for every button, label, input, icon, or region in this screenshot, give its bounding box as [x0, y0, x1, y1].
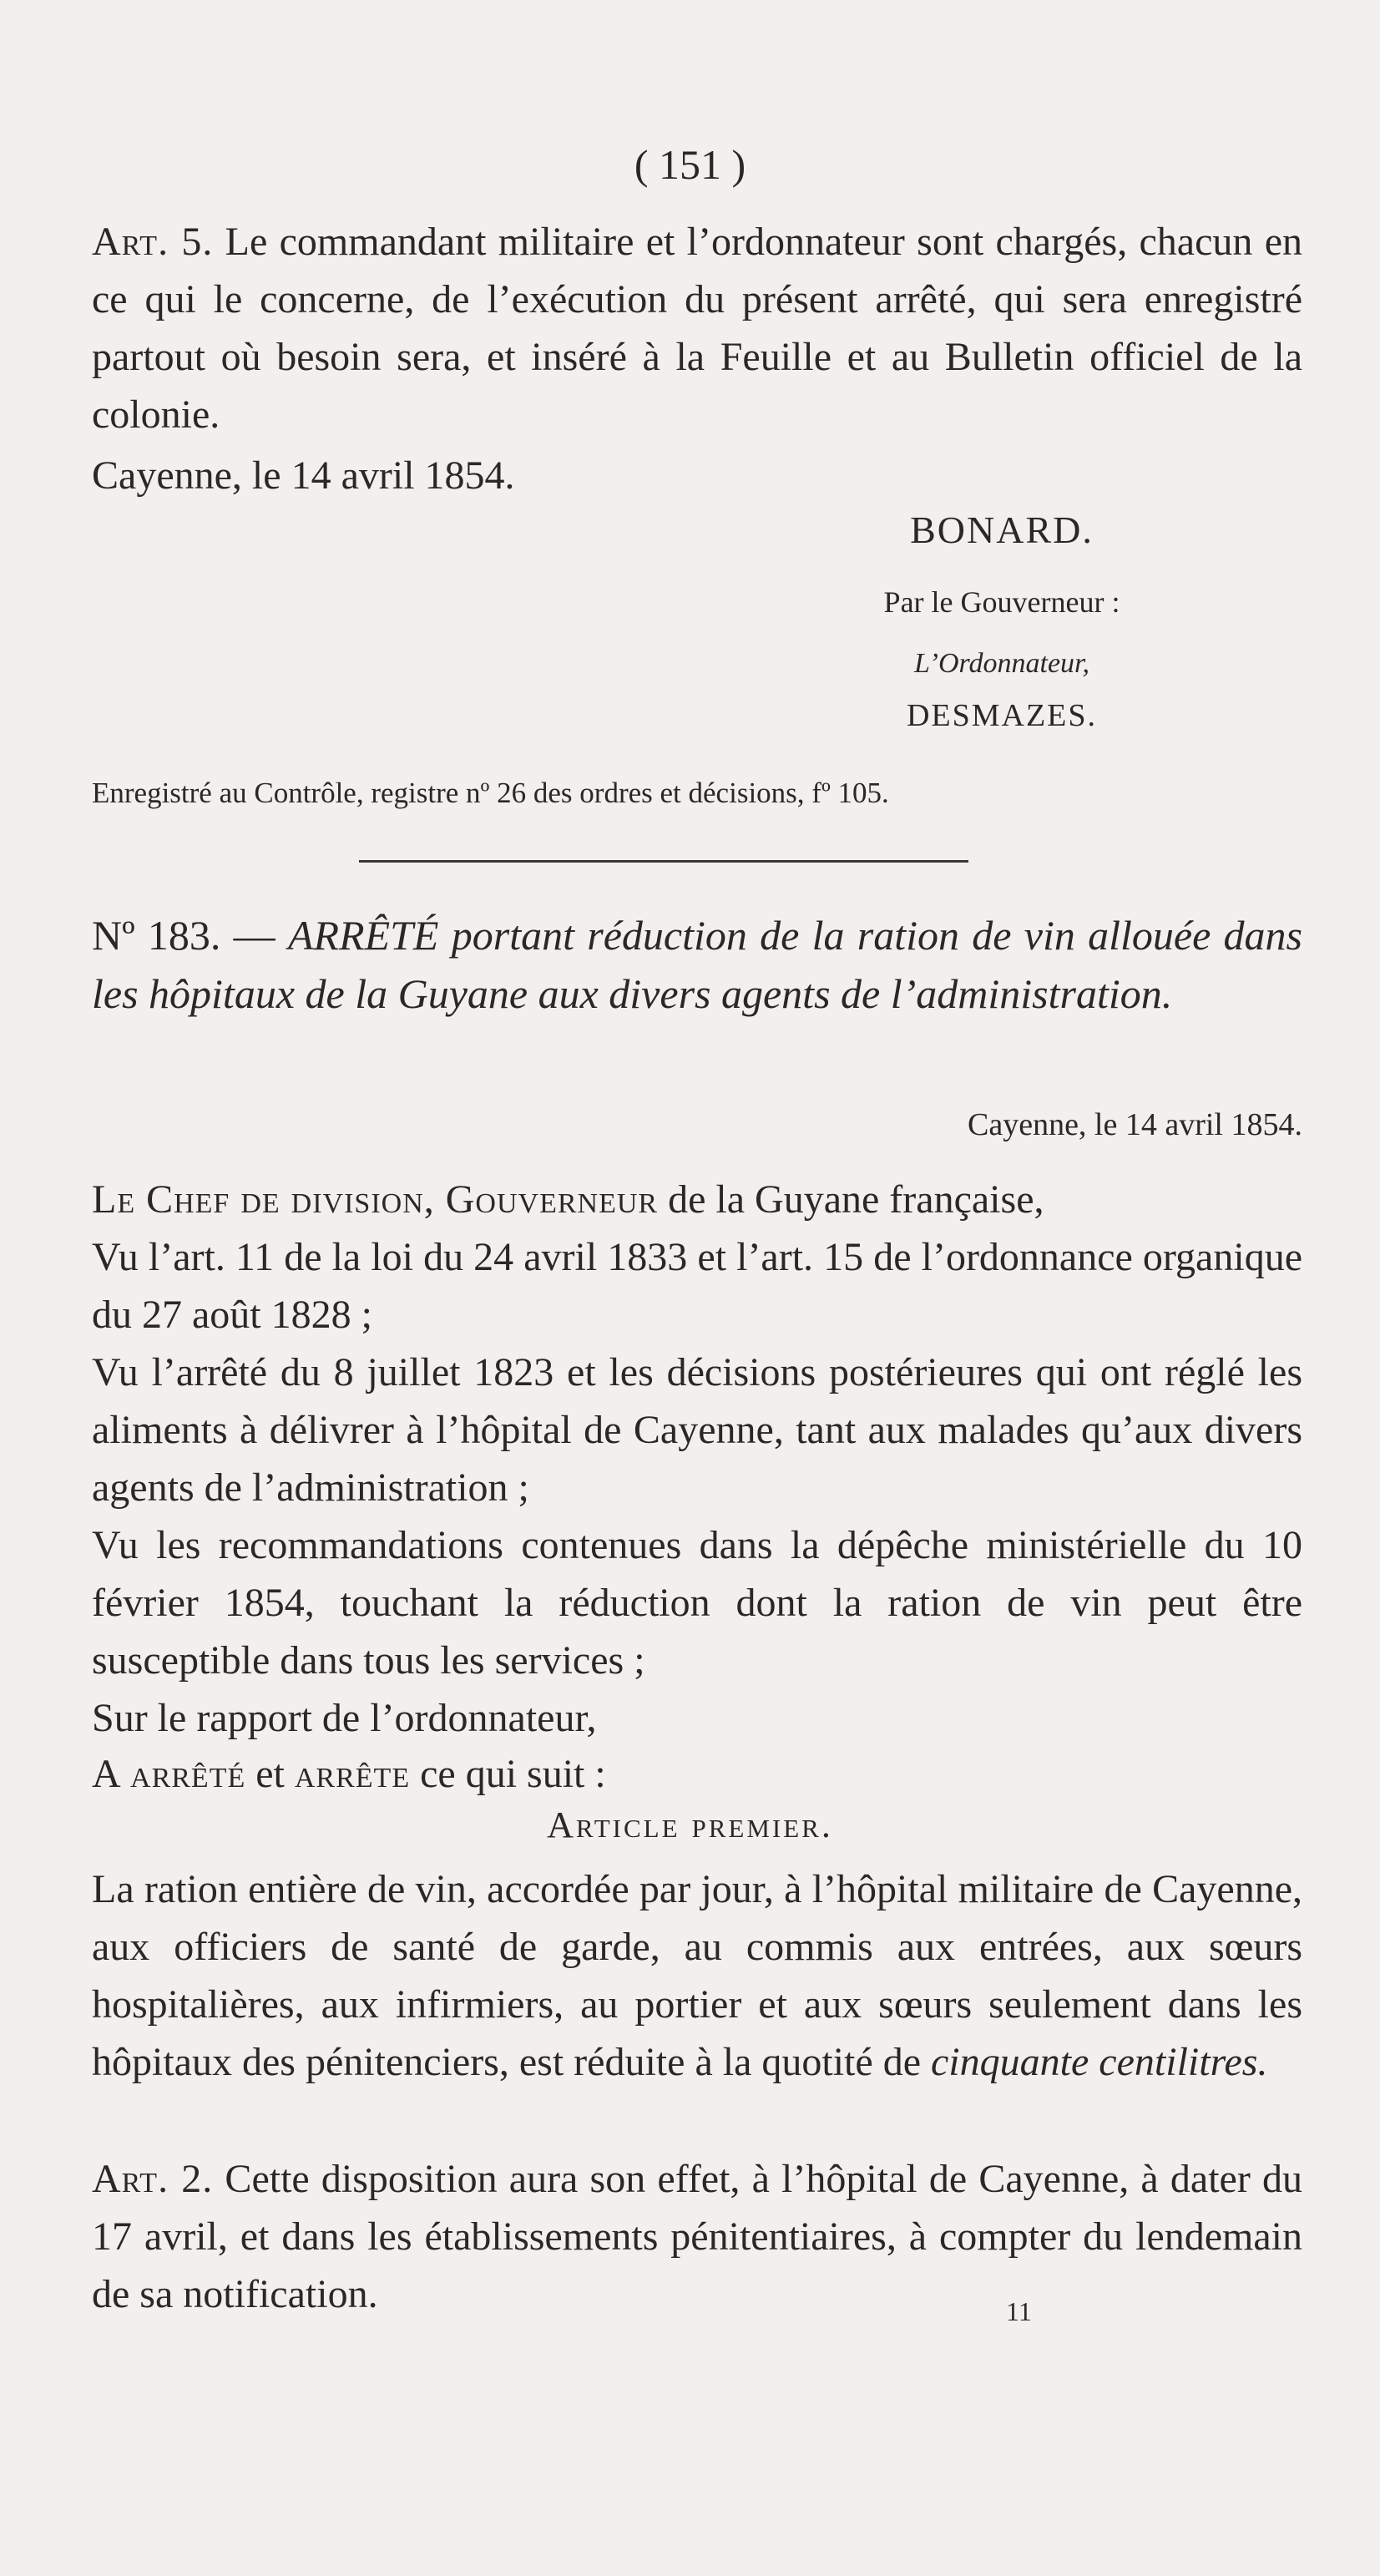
article-2-text: Cette disposition aura son effet, à l’hôpital de Cayenne, à dater du 17 avril, et dans les établissements pénitentiaires, à compter du lendemain de sa notification.	[92, 2157, 1302, 2316]
article-premier-heading: Article premier.	[547, 1804, 833, 1845]
section-divider	[359, 860, 968, 863]
intro-rest: de la Guyane française,	[668, 1177, 1044, 1222]
vu-paragraph-2: Vu l’arrêté du 8 juillet 1823 et les décisions postérieures qui ont réglé les aliments à délivrer à l’hôpital de Cayenne, tant aux malades qu’aux divers agents de l’administration ;	[92, 1350, 1302, 1510]
arrete-word-et: et	[255, 1752, 285, 1796]
arrete-date: Cayenne, le 14 avril 1854.	[967, 1107, 1302, 1142]
signature-mark: 11	[1006, 2296, 1032, 2326]
arrete-title-text: portant réduction de la ration de vin allouée dans les hôpitaux de la Guyane aux divers agents de l’administration.	[92, 912, 1303, 1017]
vu-paragraph-3: Vu les recommandations contenues dans la dépêche ministérielle du 10 février 1854, touchant la réduction dont la ration de vin peut être susceptible dans tous les services ;	[92, 1523, 1302, 1683]
article-1	[92, 1860, 1302, 2091]
arrete-line	[92, 1745, 1302, 1803]
vu-paragraph-1: Vu l’art. 11 de la loi du 24 avril 1833 et l’art. 15 de l’ordonnance organique du 27 août 1828 ;	[92, 1235, 1302, 1337]
signature-governor: BONARD.	[910, 509, 1094, 551]
rapport-line: Sur le rapport de l’ordonnateur,	[92, 1696, 597, 1740]
article-5-text: Le commandant militaire et l’ordonnateur sont chargés, chacun en ce qui le concerne, de l’exécution du présent arrêté, qui sera enregistré partout où besoin sera, et inséré à la Feuille et au Bulletin officiel de la colonie.	[92, 220, 1302, 437]
signature-ordonnateur: L’Ordonnateur,	[914, 648, 1089, 679]
signature-ordonnateur-name: DESMAZES.	[906, 698, 1098, 733]
arrete-title	[92, 906, 1302, 1023]
arrete-title-caps: ARRÊTÉ	[287, 912, 439, 959]
arrete-word-2: arrête	[294, 1752, 411, 1796]
arrete-word-1: A arrêté	[92, 1752, 246, 1796]
article-2-label: Art. 2.	[92, 2157, 214, 2201]
registration-note: Enregistré au Contrôle, registre nº 26 des ordres et décisions, fº 105.	[92, 777, 889, 809]
article-1-text: La ration entière de vin, accordée par jour, à l’hôpital militaire de Cayenne, aux officiers de santé de garde, au commis aux entrées, aux sœurs hospitalières, aux infirmiers, au portier et aux sœurs seulement dans les hôpitaux des pénitenciers, est réduite à la quotité de	[92, 1867, 1302, 2084]
arrete-number: Nº 183. —	[92, 912, 275, 959]
article-1-italic: cinquante centilitres.	[931, 2040, 1268, 2084]
intro-caps: Le Chef de division, Gouverneur	[92, 1177, 659, 1222]
place-date: Cayenne, le 14 avril 1854.	[92, 453, 515, 498]
arrete-word-rest: ce qui suit :	[420, 1752, 606, 1796]
signature-par: Par le Gouverneur :	[883, 585, 1120, 619]
article-5-label: Art. 5.	[92, 220, 214, 264]
intro-line	[92, 1171, 1302, 1228]
article-5	[92, 213, 1302, 443]
article-2	[92, 2150, 1302, 2323]
folio: ( 151 )	[634, 141, 746, 188]
